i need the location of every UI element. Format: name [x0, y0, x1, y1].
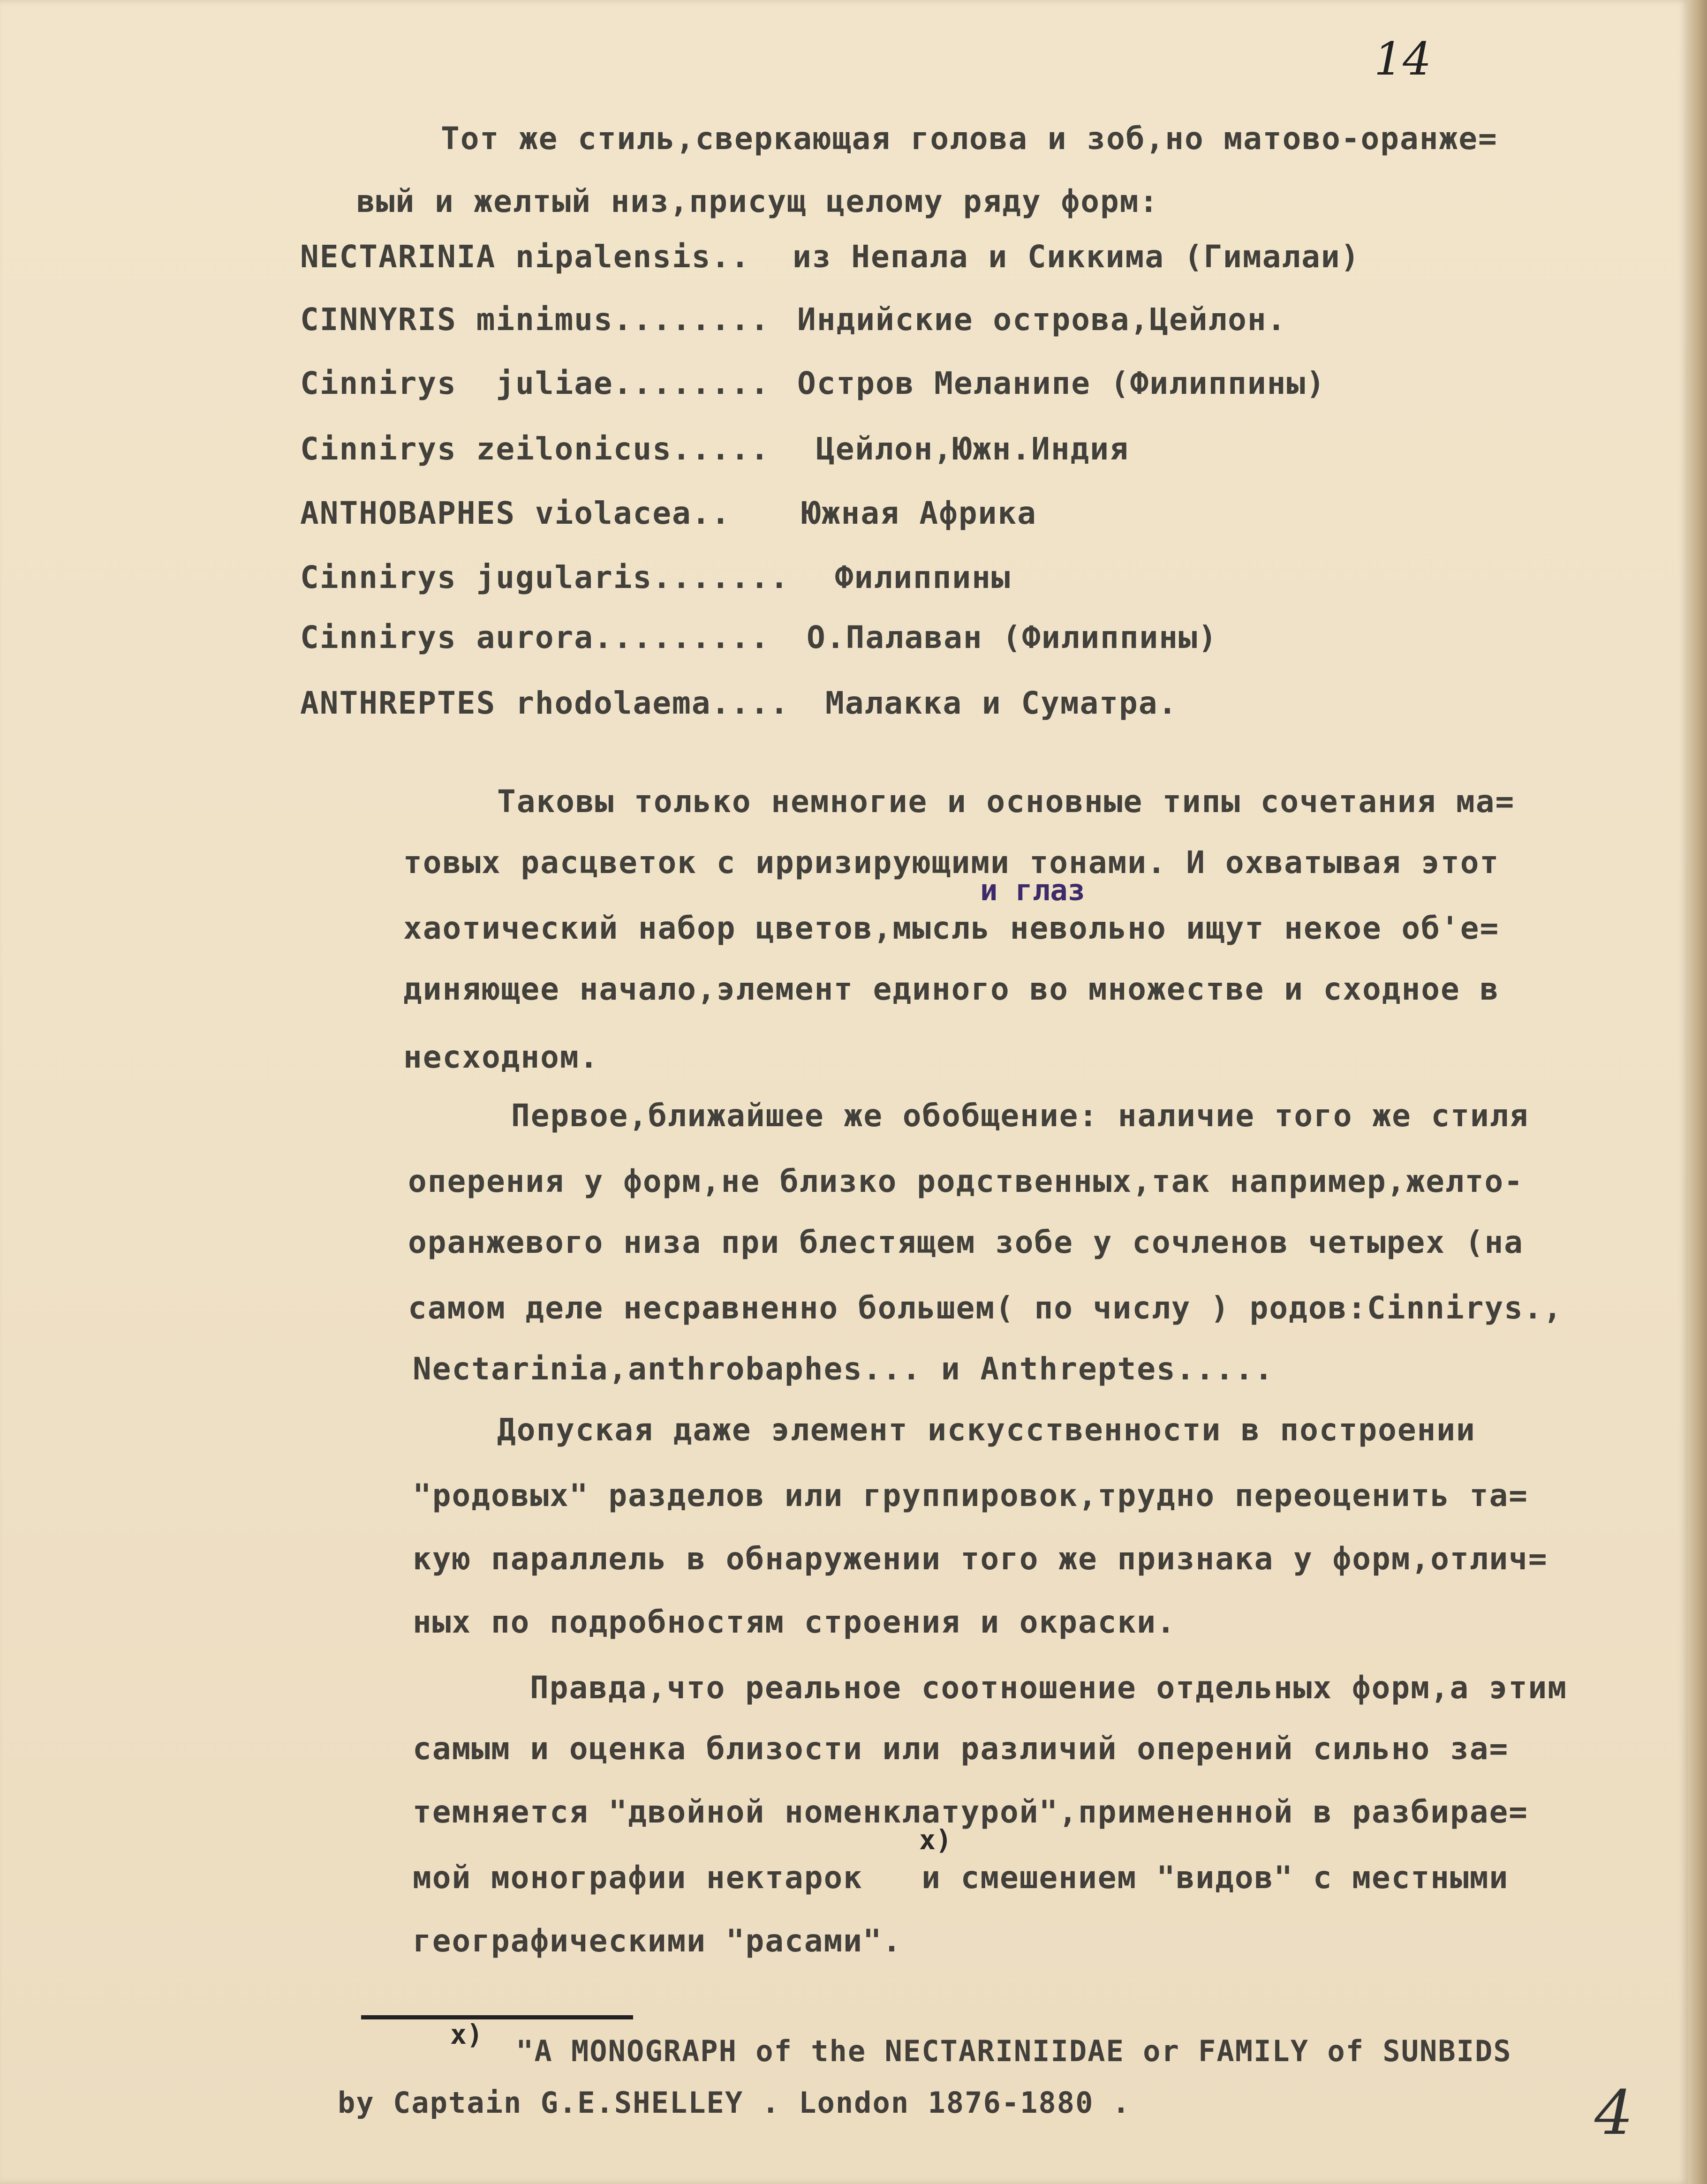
page-number-top: 14 — [1374, 33, 1432, 85]
body-line: Допуская даже элемент искусственности в построении — [497, 1412, 1476, 1448]
body-line: мой монографии нектарок и смешением "видов" с местными — [413, 1860, 1509, 1896]
species-name: Cinnirys juliae........ — [300, 365, 770, 401]
species-name: CINNYRIS minimus........ — [300, 301, 770, 338]
species-name: Cinnirys zeilonicus..... — [300, 431, 770, 467]
body-line: Первое,ближайшее же обобщение: наличие того же стиля — [511, 1098, 1529, 1134]
body-line: Правда,что реальное соотношение отдельных форм,а этим — [530, 1670, 1567, 1706]
intro-line-2: вый и желтый низ,присущ целому ряду форм: — [356, 183, 1159, 219]
body-line: самым и оценка близости или различий оперений сильно за= — [413, 1731, 1509, 1767]
body-line: темняется "двойной номенклатурой",примененной в разбирае= — [413, 1794, 1528, 1830]
body-line: оперения у форм,не близко родственных,так например,желто- — [408, 1163, 1524, 1199]
handwritten-insert: и глаз — [980, 873, 1085, 907]
footnote-marker: x) — [450, 2018, 483, 2050]
species-range: Малакка и Суматра. — [825, 685, 1178, 721]
species-range: из Непала и Сиккима (Гималаи) — [793, 239, 1360, 275]
body-line: товых расцветок с ирризирующими тонами. И охватывая этот — [403, 844, 1500, 881]
body-line: несходном. — [403, 1039, 599, 1075]
body-line: самом деле несравненно большем( по числу ) родов:Cinnirys., — [408, 1290, 1563, 1326]
species-range: Южная Африка — [802, 495, 1037, 531]
footnote-line-1: "A MONOGRAPH of the NECTARINIIDAE or FAMILY of SUNBIDS — [516, 2034, 1512, 2068]
species-name: Cinnirys aurora......... — [300, 619, 770, 655]
intro-line-1: Тот же стиль,сверкающая голова и зоб,но матово-оранже= — [441, 120, 1498, 157]
page-edge — [1688, 0, 1707, 2184]
footnote-marker-inline: x) — [919, 1824, 952, 1856]
species-name: ANTHREPTES rhodolaema.... — [300, 685, 790, 721]
footnote-rule — [361, 2015, 633, 2019]
species-range: Индийские острова,Цейлон. — [797, 301, 1287, 338]
species-range: О.Палаван (Филиппины) — [807, 619, 1218, 655]
species-name: ANTHOBAPHES violacea.. — [300, 495, 731, 531]
body-line: Nectarinia,anthrobaphes... и Anthreptes..... — [413, 1351, 1274, 1387]
species-range: Филиппины — [835, 559, 1011, 595]
body-line: диняющее начало,элемент единого во множестве и сходное в — [403, 971, 1500, 1007]
species-name: Cinnirys jugularis....... — [300, 559, 790, 595]
page-number-bottom: 4 — [1594, 2077, 1633, 2148]
body-line: географическими "расами". — [413, 1923, 902, 1959]
species-range: Цейлон,Южн.Индия — [816, 431, 1129, 467]
footnote-line-2: by Captain G.E.SHELLEY . London 1876-1880 . — [338, 2086, 1131, 2120]
body-line: ных по подробностям строения и окраски. — [413, 1604, 1176, 1640]
body-line: хаотический набор цветов,мысль невольно ищут некое об'е= — [403, 910, 1500, 946]
body-line: оранжевого низа при блестящем зобе у сочленов четырех (на — [408, 1224, 1524, 1260]
body-line: кую параллель в обнаружении того же признака у форм,отлич= — [413, 1541, 1548, 1577]
body-line: "родовых" разделов или группировок,трудно переоценить та= — [413, 1477, 1528, 1514]
body-line: Таковы только немногие и основные типы сочетания ма= — [497, 783, 1515, 820]
species-name: NECTARINIA nipalensis.. — [300, 239, 750, 275]
species-range: Остров Меланипе (Филиппины) — [797, 365, 1326, 401]
